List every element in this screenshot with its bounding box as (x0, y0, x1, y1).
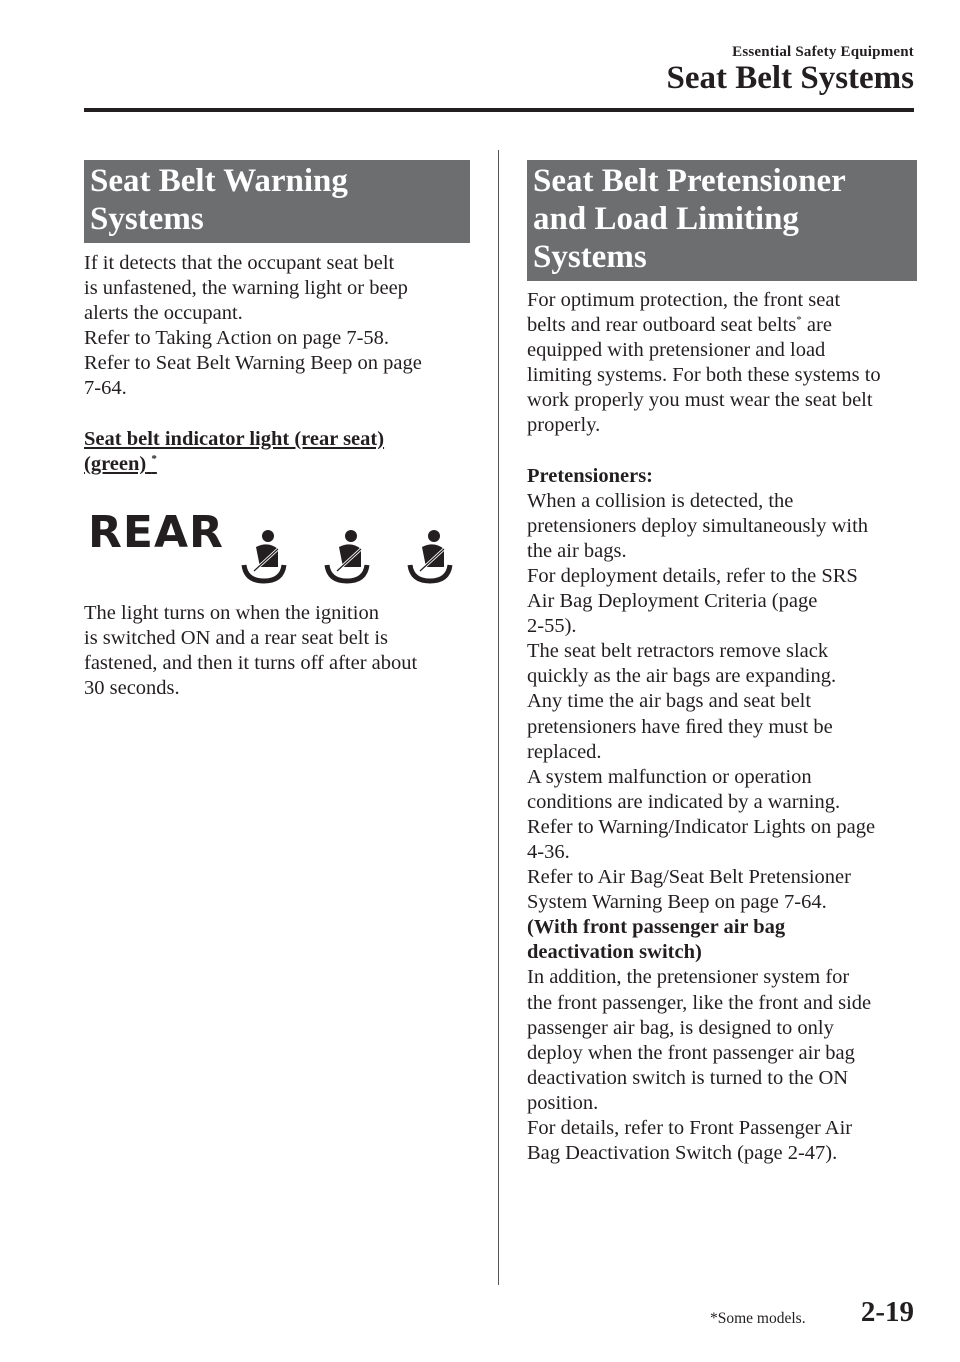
footnote: *Some models. (710, 1310, 806, 1327)
left-column (84, 160, 470, 701)
text-line: Any time the air bags and seat belt (527, 690, 812, 713)
pretensioners-heading: Pretensioners: (527, 464, 654, 487)
switch-heading: (With front passenger air bag (527, 916, 786, 939)
text-line: For details, refer to Front Passenger Air (527, 1117, 853, 1139)
subheading-line: Seat belt indicator light (rear seat) (84, 427, 385, 450)
text-line: For optimum protection, the front seat (527, 289, 841, 311)
text-line: equipped with pretensioner and load (527, 339, 826, 362)
text-line: position. (527, 1091, 599, 1114)
text-line: deploy when the front passenger air bag (527, 1041, 855, 1064)
text-line: 30 seconds. (84, 677, 180, 700)
text-line: For deployment details, refer to the SRS (527, 564, 858, 587)
seatbelt-icon (317, 527, 377, 587)
section-header: Essential Safety Equipment (732, 44, 914, 60)
text-line: fastened, and then it turns off after about (84, 651, 418, 674)
banner-line: Seat Belt Pretensioner (533, 163, 846, 199)
subheading-line: (green) (84, 452, 147, 475)
text-line: passenger air bag, is designed to only (527, 1016, 834, 1039)
text-line: 7-64. (84, 377, 127, 400)
text-line: replaced. (527, 740, 602, 763)
text-line: pretensioners deploy simultaneously with (527, 514, 869, 537)
header-rule (84, 108, 914, 112)
text-line: System Warning Beep on page 7-64. (527, 891, 827, 914)
text-line: Refer to Taking Action on page 7-58. (84, 327, 390, 350)
text-line: If it detects that the occupant seat belt (84, 252, 395, 274)
text-line: pretensioners have ﬁred they must be (527, 715, 833, 738)
text-line: the air bags. (527, 539, 627, 562)
text-line: A system malfunction or operation (527, 765, 812, 788)
text-line: 2-55). (527, 615, 577, 638)
rear-label: REAR (88, 506, 224, 558)
text-line: limiting systems. For both these systems to (527, 364, 881, 387)
banner-line: and Load Limiting (533, 201, 799, 237)
text-line: The seat belt retractors remove slack (527, 640, 829, 663)
seatbelt-icon (400, 527, 460, 587)
text-line: alerts the occupant. (84, 302, 243, 325)
page-number: 2-19 (860, 1296, 914, 1328)
chapter-title: Seat Belt Systems (666, 60, 914, 96)
asterisk-mark: * (796, 314, 802, 327)
text-line: belts and rear outboard seat belts* are (527, 314, 832, 337)
text-line: Air Bag Deployment Criteria (page (527, 590, 818, 613)
text-line: deactivation switch is turned to the ON (527, 1066, 849, 1089)
subheading-rear-indicator (84, 427, 470, 477)
banner-line: Systems (90, 201, 204, 237)
rear-seatbelt-indicator (84, 501, 470, 591)
asterisk-mark: * (151, 452, 157, 465)
text-line: Refer to Warning/Indicator Lights on page (527, 815, 876, 838)
text-line: is unfastened, the warning light or beep (84, 277, 408, 300)
banner-line: Seat Belt Warning (90, 163, 348, 199)
text-line: conditions are indicated by a warning. (527, 790, 841, 813)
text-line: is switched ON and a rear seat belt is (84, 626, 388, 649)
section-banner-pretensioner (527, 160, 917, 281)
text-line: When a collision is detected, the (527, 489, 794, 512)
banner-line: Systems (533, 239, 647, 275)
right-column (527, 160, 917, 1166)
text-line: quickly as the air bags are expanding. (527, 665, 837, 688)
section-banner-warning (84, 160, 470, 243)
text-line: work properly you must wear the seat belt (527, 389, 873, 412)
text-line: the front passenger, like the front and side (527, 991, 872, 1014)
text-line: properly. (527, 414, 601, 437)
text-line: Bag Deactivation Switch (page 2-47). (527, 1142, 838, 1165)
seatbelt-icon (234, 527, 294, 587)
text-line: Refer to Air Bag/Seat Belt Pretensioner (527, 866, 851, 889)
column-divider (498, 150, 499, 1285)
text-line: 4-36. (527, 840, 570, 863)
text-line: The light turns on when the ignition (84, 601, 379, 624)
text-line: Refer to Seat Belt Warning Beep on page (84, 352, 422, 375)
text-line: In addition, the pretensioner system for (527, 966, 850, 989)
switch-heading: deactivation switch) (527, 941, 702, 964)
